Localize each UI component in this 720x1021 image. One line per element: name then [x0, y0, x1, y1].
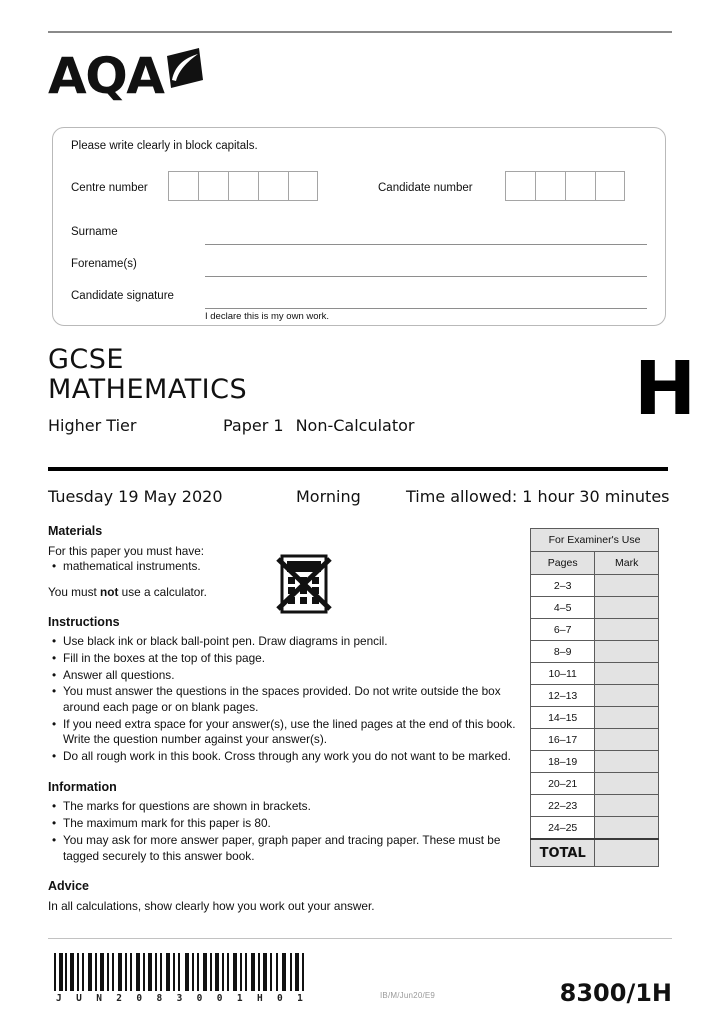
instructions-column [48, 523, 518, 915]
barcode-digit: 1 [236, 993, 244, 1004]
barcode-digit: N [96, 993, 103, 1004]
table-row [531, 619, 659, 641]
instructions-section [48, 614, 518, 765]
barcode-digit: J [56, 993, 63, 1004]
calc-note-emphasis: not [100, 585, 119, 599]
aqa-leaf-icon [165, 48, 205, 88]
table-row [531, 773, 659, 795]
barcode-digit: 1 [297, 993, 304, 1004]
candidate-details-box [52, 127, 666, 326]
table-header-title-row [531, 529, 659, 552]
candidate-number-cell[interactable] [535, 171, 565, 201]
time-allowed: Time allowed: 1 hour 30 minutes [406, 487, 670, 506]
pages-cell: 22–23 [531, 795, 595, 817]
instructions-heading: Instructions [48, 614, 120, 629]
barcode-digit: 0 [216, 993, 224, 1004]
centre-number-cell[interactable] [198, 171, 228, 201]
table-row [531, 817, 659, 840]
paper-code: 8300/1H [559, 979, 672, 1007]
candidate-signature-input[interactable] [205, 308, 647, 309]
information-section [48, 779, 518, 864]
document-code: IB/M/Jun20/E9 [380, 991, 436, 1000]
list-item: • Use black ink or black ball-point pen. Draw diagrams in pencil. [63, 634, 518, 650]
pages-cell: 18–19 [531, 751, 595, 773]
pages-cell: 8–9 [531, 641, 595, 663]
pages-cell: 2–3 [531, 575, 595, 597]
exam-session: Morning [296, 487, 361, 506]
block-capitals-instruction: Please write clearly in block capitals. [71, 140, 258, 152]
column-header-mark: Mark [595, 552, 659, 575]
mark-cell[interactable] [595, 641, 659, 663]
advice-heading: Advice [48, 879, 89, 894]
qualification-title: GCSE [48, 344, 124, 375]
pages-cell: 4–5 [531, 597, 595, 619]
aqa-logo [48, 48, 205, 104]
signature-row [53, 290, 665, 320]
barcode-digit: 3 [176, 993, 184, 1004]
table-row [531, 729, 659, 751]
information-heading: Information [48, 779, 117, 794]
forename-input[interactable] [205, 276, 647, 277]
mark-cell[interactable] [595, 817, 659, 840]
materials-heading: Materials [48, 524, 103, 538]
list-item: • The marks for questions are shown in brackets. [63, 799, 518, 815]
table-row [531, 575, 659, 597]
candidate-signature-label: Candidate signature [71, 290, 174, 302]
table-row [531, 597, 659, 619]
exam-title-block [48, 345, 672, 435]
candidate-number-input[interactable] [505, 171, 625, 201]
table-row [531, 795, 659, 817]
table-total-row [531, 839, 659, 867]
calculator-type: Non-Calculator [295, 415, 415, 435]
mark-cell[interactable] [595, 707, 659, 729]
tier-label: Higher Tier [48, 415, 137, 435]
pages-cell: 12–13 [531, 685, 595, 707]
centre-number-cell[interactable] [228, 171, 258, 201]
list-item: • Do all rough work in this book. Cross through any work you do not want to be marked. [63, 749, 518, 765]
subject-title: MATHEMATICS [48, 374, 248, 406]
surname-input[interactable] [205, 244, 647, 245]
centre-number-cell[interactable] [168, 171, 198, 201]
barcode-digits [56, 993, 304, 1004]
information-list [48, 799, 518, 864]
mark-cell[interactable] [595, 575, 659, 597]
advice-section [48, 878, 518, 914]
candidate-number-cell[interactable] [595, 171, 625, 201]
examiner-use-table [530, 528, 659, 867]
mark-cell[interactable] [595, 663, 659, 685]
instructions-list [48, 634, 518, 765]
centre-number-cell[interactable] [288, 171, 318, 201]
forename-row [53, 258, 665, 288]
top-divider [48, 31, 672, 33]
advice-text: In all calculations, show clearly how you work out your answer. [48, 898, 375, 913]
pages-cell: 24–25 [531, 817, 595, 840]
centre-number-cell[interactable] [258, 171, 288, 201]
centre-number-label: Centre number [71, 182, 148, 194]
exam-date: Tuesday 19 May 2020 [48, 487, 223, 506]
no-calculator-icon [276, 553, 332, 615]
pages-cell: 20–21 [531, 773, 595, 795]
list-item: • You may ask for more answer paper, graph paper and tracing paper. These must be tagged securely to this answer book. [63, 833, 518, 864]
table-row [531, 751, 659, 773]
mark-cell[interactable] [595, 597, 659, 619]
pages-cell: 10–11 [531, 663, 595, 685]
candidate-number-cell[interactable] [505, 171, 535, 201]
footer-divider [48, 938, 672, 939]
mark-cell[interactable] [595, 685, 659, 707]
list-item: • The maximum mark for this paper is 80. [63, 816, 518, 832]
barcode-digit: 2 [116, 993, 124, 1004]
column-header-pages: Pages [531, 552, 595, 575]
title-divider [48, 467, 668, 471]
barcode-digit: H [256, 993, 264, 1004]
tier-letter-badge: H [634, 346, 696, 432]
pages-cell: 6–7 [531, 619, 595, 641]
list-item: • If you need extra space for your answer(s), use the lined pages at the end of this book. Write the question number against your answer(s). [63, 717, 518, 748]
candidate-number-cell[interactable] [565, 171, 595, 201]
barcode-digit: 0 [136, 993, 144, 1004]
materials-section [48, 523, 518, 601]
mark-cell[interactable] [595, 795, 659, 817]
list-item: • Answer all questions. [63, 668, 518, 684]
mark-cell[interactable] [595, 751, 659, 773]
list-item: • You must answer the questions in the spaces provided. Do not write outside the box around each page or on blank pages. [63, 684, 518, 715]
exam-info-row [48, 487, 672, 506]
surname-label: Surname [71, 226, 118, 238]
barcode-digit: 8 [156, 993, 164, 1004]
paper-number: Paper 1 [223, 415, 284, 435]
mark-cell[interactable] [595, 729, 659, 751]
declaration-text: I declare this is my own work. [205, 311, 330, 322]
mark-cell[interactable] [595, 773, 659, 795]
calc-note-pre: You must [48, 585, 101, 599]
calc-note-post: use a calculator. [118, 585, 207, 599]
list-item: • Fill in the boxes at the top of this page. [63, 651, 518, 667]
aqa-wordmark: AQA [48, 47, 164, 105]
table-row [531, 663, 659, 685]
paper-descriptor [48, 416, 672, 435]
table-row [531, 707, 659, 729]
pages-cell: 14–15 [531, 707, 595, 729]
candidate-number-label: Candidate number [378, 182, 473, 194]
examiner-table-title: For Examiner's Use [531, 529, 659, 552]
table-row [531, 641, 659, 663]
barcode-digit: 0 [196, 993, 204, 1004]
materials-intro: For this paper you must have: [48, 543, 205, 558]
table-header-row [531, 552, 659, 575]
mark-cell[interactable] [595, 619, 659, 641]
surname-row [53, 226, 665, 256]
barcode [52, 953, 307, 991]
barcode-digit: U [76, 993, 83, 1004]
total-label: TOTAL [531, 839, 595, 867]
forename-label: Forename(s) [71, 258, 137, 270]
pages-cell: 16–17 [531, 729, 595, 751]
total-mark-cell[interactable] [595, 839, 659, 867]
list-item: • mathematical instruments. [63, 559, 518, 575]
centre-number-input[interactable] [168, 171, 318, 201]
table-row [531, 685, 659, 707]
barcode-digit: 0 [277, 993, 284, 1004]
